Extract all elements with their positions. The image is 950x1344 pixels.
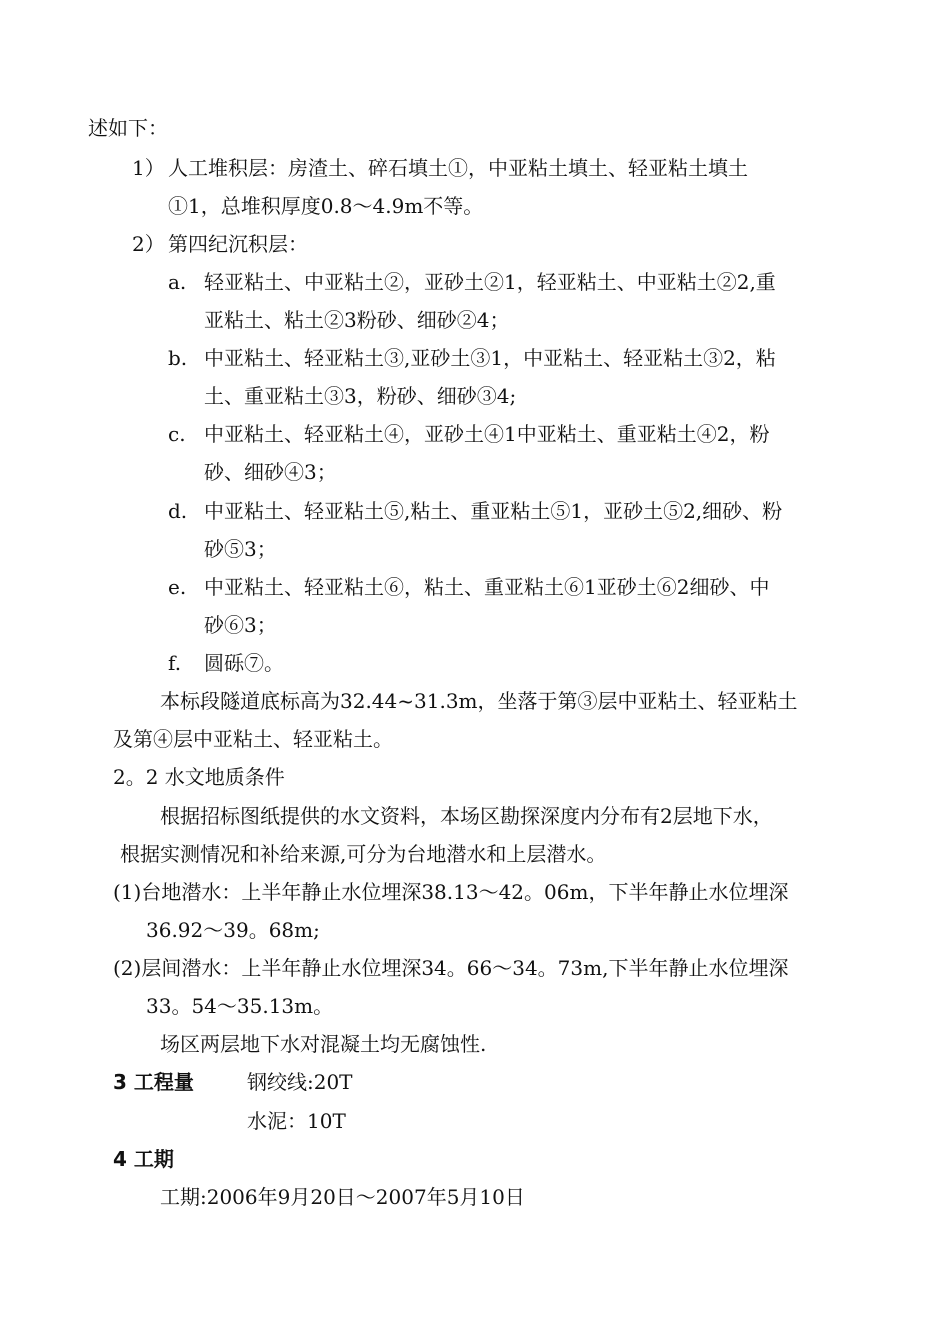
intro-text: 述如下： (88, 116, 168, 140)
item-e-line1: 中亚粘土、轻亚粘土⑥，粘土、重亚粘土⑥1亚砂土⑥2细砂、中 (204, 575, 770, 599)
item-f-line1: 圆砾⑦。 (204, 651, 284, 675)
layer1-line2: ①1，总堆积厚度0.8～4.9m不等。 (168, 194, 484, 218)
layer1-line1: 人工堆积层：房渣土、碎石填土①，中亚粘土填土、轻亚粘土填土 (168, 156, 748, 180)
section-3-title: 3 工程量 (113, 1070, 194, 1094)
water1-line1: (1)台地潜水：上半年静止水位埋深38.13～42。06m，下半年静止水位埋深 (113, 880, 789, 904)
item-a-line2: 亚粘土、粘土②3粉砂、细砂②4； (204, 308, 510, 332)
section-2-2-title: 2。2 水文地质条件 (113, 765, 285, 789)
hydro-line2: 根据实测情况和补给来源,可分为台地潜水和上层潜水。 (120, 842, 607, 866)
quantity-steel-strand: 钢绞线:20T (247, 1070, 353, 1094)
water2-line1: (2)层间潜水：上半年静止水位埋深34。66～34。73m,下半年静止水位埋深 (113, 956, 789, 980)
item-c-line2: 砂、细砂④3； (204, 460, 337, 484)
water2-line2: 33。54～35.13m。 (146, 994, 334, 1018)
schedule-text: 工期:2006年9月20日～2007年5月10日 (160, 1185, 525, 1209)
item-f-marker: f. (168, 651, 182, 675)
item-e-marker: e. (168, 575, 187, 599)
tunnel-line2: 及第④层中亚粘土、轻亚粘土。 (113, 727, 393, 751)
item-d-line2: 砂⑤3； (204, 537, 277, 561)
item-c-marker: c. (168, 422, 186, 446)
item-b-line2: 土、重亚粘土③3，粉砂、细砂③4; (204, 384, 517, 408)
item-d-marker: d. (168, 499, 188, 523)
item-c-line1: 中亚粘土、轻亚粘土④，亚砂土④1中亚粘土、重亚粘土④2，粉 (204, 422, 770, 446)
item-d-line1: 中亚粘土、轻亚粘土⑤,粘土、重亚粘土⑤1，亚砂土⑤2,细砂、粉 (204, 499, 783, 523)
item-b-line1: 中亚粘土、轻亚粘土③,亚砂土③1，中亚粘土、轻亚粘土③2，粘 (204, 346, 776, 370)
quantity-cement: 水泥：10T (247, 1109, 346, 1133)
item-a-marker: a. (168, 270, 187, 294)
hydro-line1: 根据招标图纸提供的水文资料，本场区勘探深度内分布有2层地下水， (160, 804, 773, 828)
layer1-number: 1） (132, 156, 165, 180)
tunnel-line1: 本标段隧道底标高为32.44~31.3m，坐落于第③层中亚粘土、轻亚粘土 (160, 689, 798, 713)
layer2-text: 第四纪沉积层： (168, 232, 308, 256)
section-4-title: 4 工期 (113, 1147, 174, 1171)
item-b-marker: b. (168, 346, 188, 370)
item-e-line2: 砂⑥3； (204, 613, 277, 637)
water1-line2: 36.92～39。68m; (146, 918, 320, 942)
corrosion-text: 场区两层地下水对混凝土均无腐蚀性. (160, 1032, 487, 1056)
item-a-line1: 轻亚粘土、中亚粘土②，亚砂土②1，轻亚粘土、中亚粘土②2,重 (204, 270, 776, 294)
layer2-number: 2） (132, 232, 165, 256)
